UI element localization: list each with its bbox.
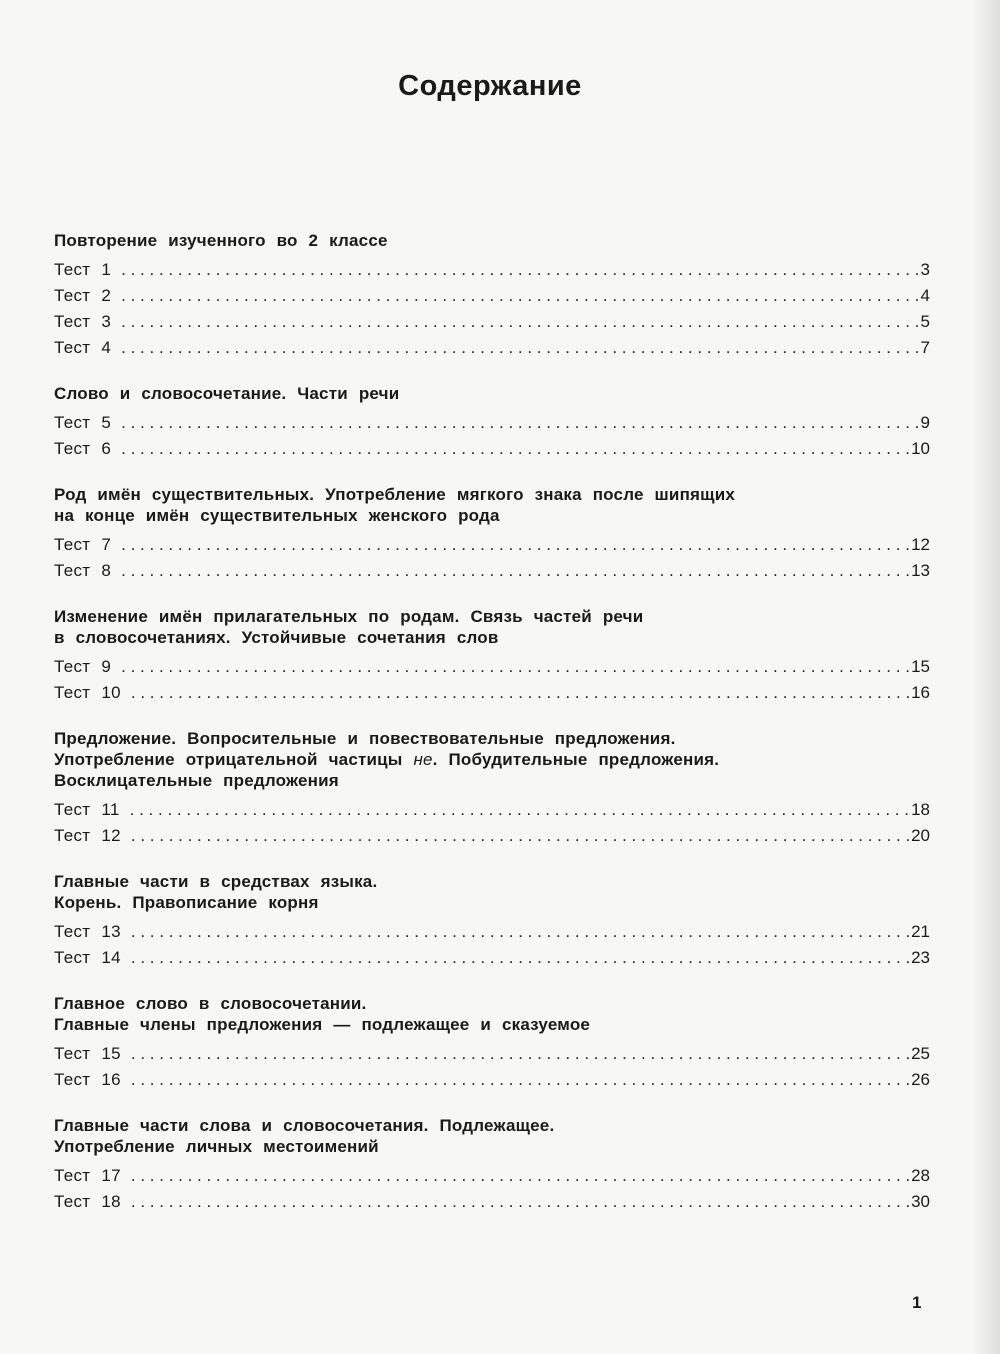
entry-page: 4 [920,286,930,305]
entry-page: 20 [911,826,930,845]
section-heading-line: на конце имён существительных женского рода [54,506,500,525]
entry-label: Тест 3 [54,312,112,331]
dot-leader [131,1189,909,1215]
entry-label: Тест 2 [54,286,112,305]
entry-page: 5 [920,312,930,331]
entry-label: Тест 6 [54,439,112,458]
entry-label: Тест 9 [54,657,112,676]
page-title: Содержание [398,70,582,102]
entry-page: 7 [920,338,930,357]
toc-entry[interactable] [54,680,930,706]
entry-page: 16 [911,683,930,702]
toc-entry[interactable] [54,283,930,309]
toc-section [54,602,930,706]
section-heading-line: Употребление отрицательной частицы не. Побудительные предложения. [54,750,720,769]
entry-page: 18 [911,800,930,819]
entry-label: Тест 17 [54,1166,121,1185]
section-heading [54,867,930,913]
section-heading-line: в словосочетаниях. Устойчивые сочетания слов [54,628,499,647]
dot-leader [131,945,909,971]
entry-page: 3 [920,260,930,279]
section-heading-line: Употребление личных местоимений [54,1137,379,1156]
toc-entry[interactable] [54,257,930,283]
entry-label: Тест 12 [54,826,121,845]
italic-particle: не [413,750,433,769]
section-heading-line: Род имён существительных. Употребление мягкого знака после шипящих [54,485,736,504]
toc-entry[interactable] [54,1189,930,1215]
section-heading [54,724,930,791]
entry-label: Тест 13 [54,922,121,941]
toc-entry[interactable] [54,919,930,945]
section-heading-line: Повторение изученного во 2 классе [54,231,388,250]
toc-section [54,480,930,584]
section-heading-line: Восклицательные предложения [54,771,339,790]
dot-leader [131,919,909,945]
dot-leader [121,532,909,558]
section-heading [54,1111,930,1157]
toc-entry[interactable] [54,335,930,361]
dot-leader [121,558,909,584]
section-heading [54,602,930,648]
section-heading-line: Предложение. Вопросительные и повествовательные предложения. [54,729,676,748]
entry-label: Тест 18 [54,1192,121,1211]
entry-page: 26 [911,1070,930,1089]
dot-leader [121,410,918,436]
dot-leader [121,436,909,462]
toc-entry[interactable] [54,436,930,462]
toc-entry[interactable] [54,558,930,584]
entry-page: 10 [911,439,930,458]
section-heading-line: Корень. Правописание корня [54,893,319,912]
section-heading-line: Главные члены предложения — подлежащее и сказуемое [54,1015,591,1034]
dot-leader [130,797,909,823]
entry-label: Тест 7 [54,535,112,554]
entry-page: 30 [911,1192,930,1211]
dot-leader [121,335,918,361]
section-heading-line: Главные части слова и словосочетания. Подлежащее. [54,1116,555,1135]
toc-entry[interactable] [54,797,930,823]
toc-section [54,867,930,971]
section-heading [54,379,930,404]
dot-leader [131,823,909,849]
entry-label: Тест 8 [54,561,112,580]
toc-section [54,989,930,1093]
toc-section [54,379,930,462]
section-heading-line: Изменение имён прилагательных по родам. Связь частей речи [54,607,644,626]
entry-label: Тест 1 [54,260,112,279]
toc-entry[interactable] [54,654,930,680]
entry-label: Тест 5 [54,413,112,432]
toc-entry[interactable] [54,309,930,335]
entry-label: Тест 10 [54,683,121,702]
toc-entry[interactable] [54,823,930,849]
toc-section [54,724,930,849]
toc-section [54,226,930,361]
entry-label: Тест 14 [54,948,121,967]
toc-entry[interactable] [54,1067,930,1093]
section-heading [54,989,930,1035]
dot-leader [121,283,918,309]
entry-label: Тест 16 [54,1070,121,1089]
section-heading [54,226,930,251]
entry-label: Тест 15 [54,1044,121,1063]
dot-leader [131,1041,909,1067]
section-heading-line: Слово и словосочетание. Части речи [54,384,400,403]
section-heading [54,480,930,526]
toc-entry[interactable] [54,410,930,436]
entry-label: Тест 11 [54,800,120,819]
dot-leader [131,680,909,706]
page-edge-shadow [972,0,1000,1354]
entry-page: 28 [911,1166,930,1185]
entry-page: 21 [911,922,930,941]
toc-entry[interactable] [54,1041,930,1067]
table-of-contents [54,226,930,1233]
entry-page: 12 [911,535,930,554]
entry-page: 23 [911,948,930,967]
toc-entry[interactable] [54,945,930,971]
toc-entry[interactable] [54,1163,930,1189]
dot-leader [121,654,909,680]
entry-page: 9 [920,413,930,432]
dot-leader [121,257,918,283]
section-heading-line: Главные части в средствах языка. [54,872,378,891]
dot-leader [131,1163,909,1189]
dot-leader [131,1067,909,1093]
toc-section [54,1111,930,1215]
section-heading-line: Главное слово в словосочетании. [54,994,367,1013]
dot-leader [121,309,918,335]
toc-entry[interactable] [54,532,930,558]
entry-label: Тест 4 [54,338,112,357]
entry-page: 15 [911,657,930,676]
entry-page: 25 [911,1044,930,1063]
entry-page: 13 [911,561,930,580]
page-number: 1 [912,1293,922,1312]
